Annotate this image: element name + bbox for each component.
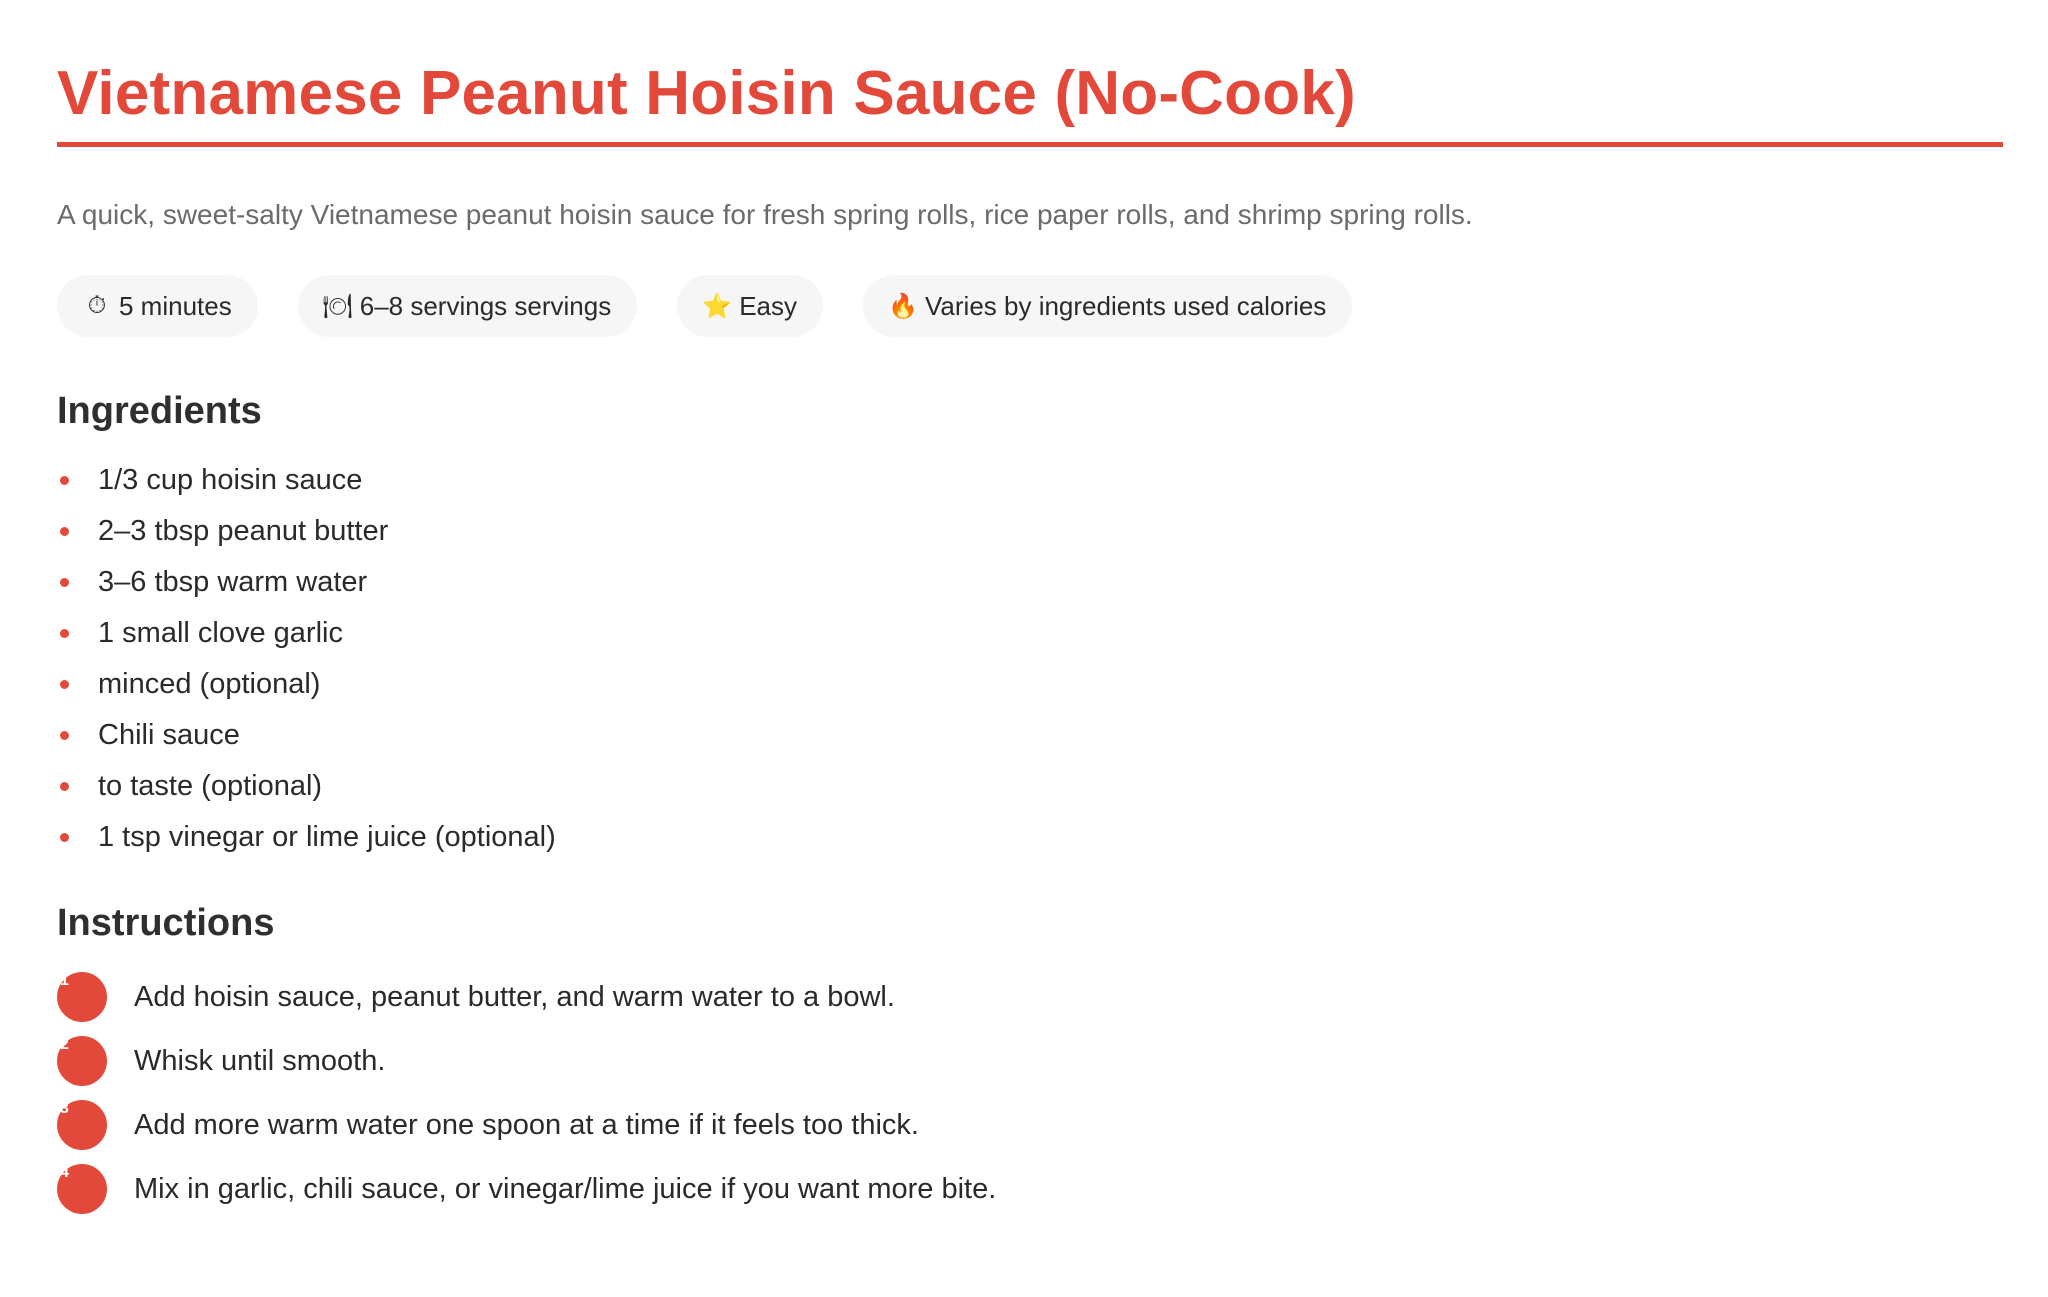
ingredient-text: to taste (optional) <box>98 770 323 802</box>
step-text: Add more warm water one spoon at a time if it feels too thick. <box>134 1108 919 1141</box>
ingredient-item <box>57 710 1991 761</box>
instruction-step <box>57 965 1991 1029</box>
ingredient-item <box>57 761 1991 812</box>
meta-pill-calories <box>863 275 1352 337</box>
fire-icon: 🔥 <box>888 292 918 320</box>
ingredient-text: minced (optional) <box>98 668 321 700</box>
bullet-icon <box>60 680 69 689</box>
bullet-icon <box>60 782 69 791</box>
ingredient-item <box>57 812 1991 863</box>
ingredient-text: 3–6 tbsp warm water <box>98 566 368 598</box>
ingredient-item <box>57 659 1991 710</box>
step-text: Mix in garlic, chili sauce, or vinegar/lime juice if you want more bite. <box>134 1172 997 1205</box>
step-number: 4 <box>60 1164 69 1181</box>
bullet-icon <box>60 833 69 842</box>
bullet-icon <box>60 629 69 638</box>
instruction-step <box>57 1093 1991 1157</box>
title-divider <box>57 142 2003 147</box>
ingredients-heading: Ingredients <box>57 390 262 432</box>
instructions-heading: Instructions <box>57 902 275 944</box>
ingredient-item <box>57 506 1991 557</box>
meta-pill-difficulty <box>677 275 823 337</box>
instruction-step <box>57 1157 1991 1221</box>
ingredients-list <box>57 455 1991 863</box>
bullet-icon <box>60 527 69 536</box>
step-number-badge <box>57 1100 107 1150</box>
meta-pill-time <box>57 275 258 337</box>
recipe-description: A quick, sweet-salty Vietnamese peanut hoisin sauce for fresh spring rolls, rice paper rolls, and shrimp spring rolls. <box>57 199 1473 230</box>
step-number-badge <box>57 1164 107 1214</box>
step-text: Add hoisin sauce, peanut butter, and warm water to a bowl. <box>134 980 895 1013</box>
ingredient-text: 1 tsp vinegar or lime juice (optional) <box>98 821 556 853</box>
step-number: 2 <box>60 1036 69 1053</box>
instructions-list <box>57 965 1991 1221</box>
instruction-step <box>57 1029 1991 1093</box>
recipe-meta-row <box>57 275 1991 337</box>
bullet-icon <box>60 476 69 485</box>
plate-cutlery-icon: 🍽 <box>322 292 353 320</box>
ingredient-item <box>57 455 1991 506</box>
recipe-title: Vietnamese Peanut Hoisin Sauce (No-Cook) <box>57 59 1356 128</box>
bullet-icon <box>60 731 69 740</box>
step-number: 1 <box>60 972 69 989</box>
meta-calories-label: Varies by ingredients used calories <box>925 290 1327 321</box>
meta-difficulty-label: Easy <box>739 290 798 321</box>
ingredient-item <box>57 608 1991 659</box>
ingredient-text: 2–3 tbsp peanut butter <box>98 515 389 547</box>
ingredient-text: Chili sauce <box>98 719 240 751</box>
step-number-badge <box>57 1036 107 1086</box>
ingredient-text: 1 small clove garlic <box>98 617 343 649</box>
meta-pill-servings <box>298 275 637 337</box>
stopwatch-icon: ⏱ <box>87 292 107 319</box>
step-text: Whisk until smooth. <box>134 1044 386 1077</box>
meta-servings-label: 6–8 servings servings <box>359 290 612 321</box>
meta-time-label: 5 minutes <box>119 290 232 321</box>
ingredient-item <box>57 557 1991 608</box>
step-number-badge <box>57 972 107 1022</box>
ingredient-text: 1/3 cup hoisin sauce <box>98 464 363 496</box>
bullet-icon <box>60 578 69 587</box>
step-number: 3 <box>60 1100 69 1117</box>
star-icon: ⭐ <box>702 292 733 320</box>
